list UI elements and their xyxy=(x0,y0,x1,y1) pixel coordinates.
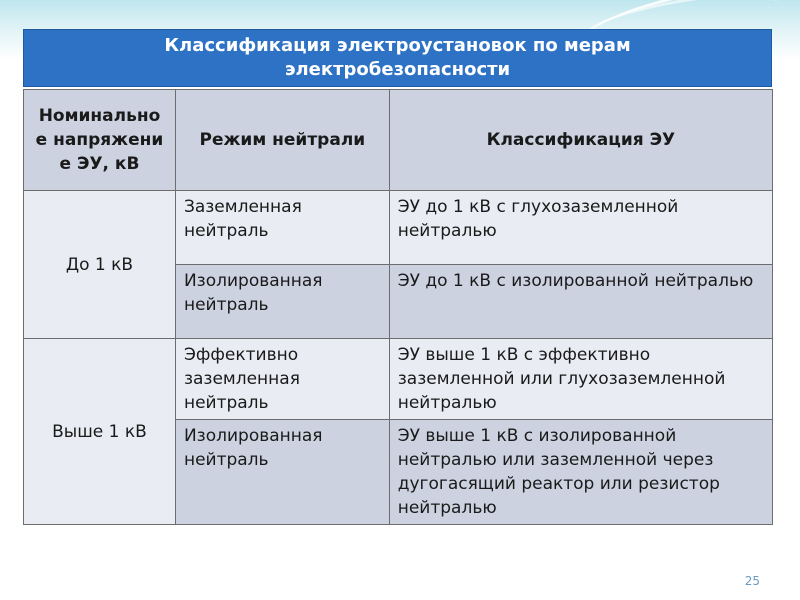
slide-title-line1: Классификация электроустановок по мерам xyxy=(164,35,631,56)
neutral-cell: Изолированная нейтраль xyxy=(175,265,389,339)
slide-title-line2: электробезопасности xyxy=(284,59,511,80)
header-classification: Классификация ЭУ xyxy=(389,90,772,191)
classification-cell: ЭУ до 1 кВ с глухозаземленной нейтралью xyxy=(389,191,772,265)
neutral-cell: Изолированная нейтраль xyxy=(175,420,389,525)
classification-table xyxy=(23,89,773,525)
page-number: 25 xyxy=(744,574,760,588)
neutral-cell: Эффективно заземленная нейтраль xyxy=(175,339,389,420)
neutral-cell: Заземленная нейтраль xyxy=(175,191,389,265)
table-header-row xyxy=(24,90,773,191)
classification-cell: ЭУ выше 1 кВ с изолированной нейтралью или заземленной через дугогасящий реактор или резистор нейтралью xyxy=(389,420,772,525)
header-voltage: Номинальное напряжение ЭУ, кВ xyxy=(24,90,176,191)
voltage-cell: До 1 кВ xyxy=(24,191,176,339)
classification-cell: ЭУ выше 1 кВ с эффективно заземленной или глухозаземленной нейтралью xyxy=(389,339,772,420)
voltage-cell: Выше 1 кВ xyxy=(24,339,176,525)
header-neutral-mode: Режим нейтрали xyxy=(175,90,389,191)
slide-title xyxy=(23,29,772,87)
classification-cell: ЭУ до 1 кВ с изолированной нейтралью xyxy=(389,265,772,339)
table-row xyxy=(24,339,773,420)
table-row xyxy=(24,191,773,265)
